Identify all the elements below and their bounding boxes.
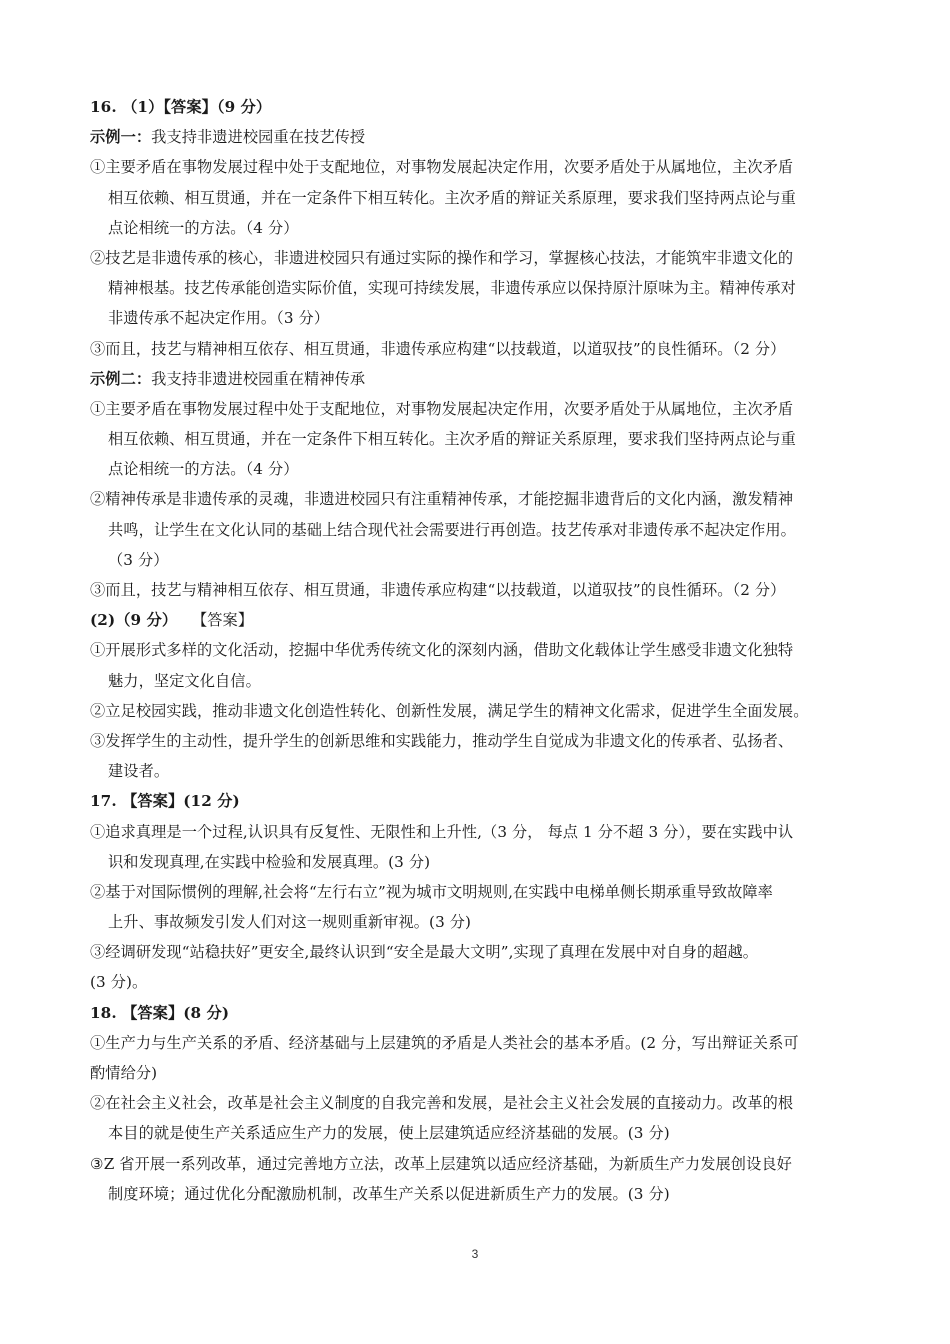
- q18-heading: 18. 【答案】(8 分): [90, 1003, 230, 1022]
- q16-part2-heading: [90, 605, 865, 635]
- q16-ex1-item1-line2: 相互依赖、相互贯通，并在一定条件下相互转化。主次矛盾的辩证关系原理，要求我们坚持两点论与重: [108, 188, 796, 207]
- q16-ex1-item2-line3: 非遗传承不起决定作用。（3 分）: [108, 309, 330, 328]
- q16-p2-item3-line2: 建设者。: [108, 762, 170, 781]
- q16-ex2-item3-line1: ③而且，技艺与精神相互依存、相互贯通，非遗传承应构建“以技载道，以道驭技”的良性循环。（2 分）: [90, 581, 786, 599]
- q17-heading: 17. 【答案】(12 分): [90, 792, 240, 811]
- q16-ex2-item1-line1: ①主要矛盾在事物发展过程中处于支配地位，对事物发展起决定作用，次要矛盾处于从属地位，主次矛盾: [90, 399, 794, 418]
- q16-ex1-item2-line1: ②技艺是非遗传承的核心，非遗进校园只有通过实际的操作和学习，掌握核心技法，才能筑牢非遗文化的: [90, 248, 794, 267]
- page-number: 3: [471, 1247, 479, 1261]
- part2-label: (2)（9 分）: [90, 611, 178, 630]
- example2-label: 示例二：: [90, 369, 152, 388]
- answer-document: [90, 92, 865, 1209]
- q16-example2-title: [90, 364, 865, 394]
- example1-subject: 我支持非遗进校园重在技艺传授: [151, 128, 366, 147]
- q17-item1-line1: ①追求真理是一个过程,认识具有反复性、无限性和上升性,（3 分， 每点 1 分不超 3 分），要在实践中认: [90, 822, 794, 841]
- example2-subject: 我支持非遗进校园重在精神传承: [151, 369, 366, 388]
- q16-ex2-item2-line2: 共鸣，让学生在文化认同的基础上结合现代社会需要进行再创造。技艺传承对非遗传承不起决定作用。: [108, 520, 796, 539]
- q16-ex2-item2-line1: ②精神传承是非遗传承的灵魂，非遗进校园只有注重精神传承，才能挖掘非遗背后的文化内涵，激发精神: [90, 490, 794, 509]
- q17-item3-line1: ③经调研发现“站稳扶好”更安全,最终认识到“安全是最大文明”,实现了真理在发展中对自身的超越。: [90, 943, 759, 962]
- part2-answer-label: 【答案】: [191, 611, 254, 630]
- q16-p2-item1-line1: ①开展形式多样的文化活动，挖掘中华优秀传统文化的深刻内涵，借助文化载体让学生感受非遗文化独特: [90, 641, 794, 660]
- q16-example1-title: [90, 122, 865, 152]
- q16-ex2-item1-line3: 点论相统一的方法。（4 分）: [108, 460, 299, 479]
- example1-label: 示例一：: [90, 128, 152, 147]
- q18-item1-line2: 酌情给分): [90, 1064, 158, 1082]
- q17-item3-line2: (3 分)。: [90, 973, 148, 992]
- q16-ex1-item1-line3: 点论相统一的方法。（4 分）: [108, 218, 299, 237]
- q16-ex1-item2-line2: 精神根基。技艺传承能创造实际价值，实现可持续发展，非遗传承应以保持原汁原味为主。精神传承对: [108, 279, 796, 298]
- q17-item1-line2: 识和发现真理,在实践中检验和发展真理。(3 分): [108, 852, 431, 871]
- q16-p2-item1-line2: 魅力，坚定文化自信。: [108, 671, 261, 690]
- q16-ex2-item1-line2: 相互依赖、相互贯通，并在一定条件下相互转化。主次矛盾的辩证关系原理，要求我们坚持两点论与重: [108, 430, 796, 449]
- q16-p2-item2-line1: ②立足校园实践，推动非遗文化创造性转化、创新性发展，满足学生的精神文化需求，促进学生全面发展。: [90, 701, 809, 720]
- q16-ex1-item3-line1: ③而且，技艺与精神相互依存、相互贯通，非遗传承应构建“以技载道，以道驭技”的良性循环。（2 分）: [90, 339, 786, 358]
- q16-ex2-item2-line3: （3 分）: [108, 550, 169, 569]
- q16-ex1-item1-line1: ①主要矛盾在事物发展过程中处于支配地位，对事物发展起决定作用，次要矛盾处于从属地位，主次矛盾: [90, 158, 794, 177]
- q17-item2-line2: 上升、事故频发引发人们对这一规则重新审视。(3 分): [108, 913, 472, 932]
- q18-item3-line2: 制度环境；通过优化分配激励机制，改革生产关系以促进新质生产力的发展。(3 分): [108, 1184, 670, 1203]
- q18-item2-line2: 本目的就是使生产关系适应生产力的发展，使上层建筑适应经济基础的发展。(3 分): [108, 1124, 670, 1143]
- q18-item2-line1: ②在社会主义社会，改革是社会主义制度的自我完善和发展，是社会主义社会发展的直接动力。改革的根: [90, 1094, 794, 1113]
- q16-part1-heading: 16. （1）【答案】（9 分）: [90, 98, 272, 116]
- q18-item1-line1: ①生产力与生产关系的矛盾、经济基础与上层建筑的矛盾是人类社会的基本矛盾。(2 分，写出辩证关系可: [90, 1033, 799, 1052]
- q17-item2-line1: ②基于对国际惯例的理解,社会将“左行右立”视为城市文明规则,在实践中电梯单侧长期承重导致故障率: [90, 882, 773, 901]
- q18-item3-line1: ③Z 省开展一系列改革，通过完善地方立法，改革上层建筑以适应经济基础，为新质生产力发展创设良好: [90, 1154, 792, 1173]
- q16-p2-item3-line1: ③发挥学生的主动性，提升学生的创新思维和实践能力，推动学生自觉成为非遗文化的传承者、弘扬者、: [90, 731, 794, 750]
